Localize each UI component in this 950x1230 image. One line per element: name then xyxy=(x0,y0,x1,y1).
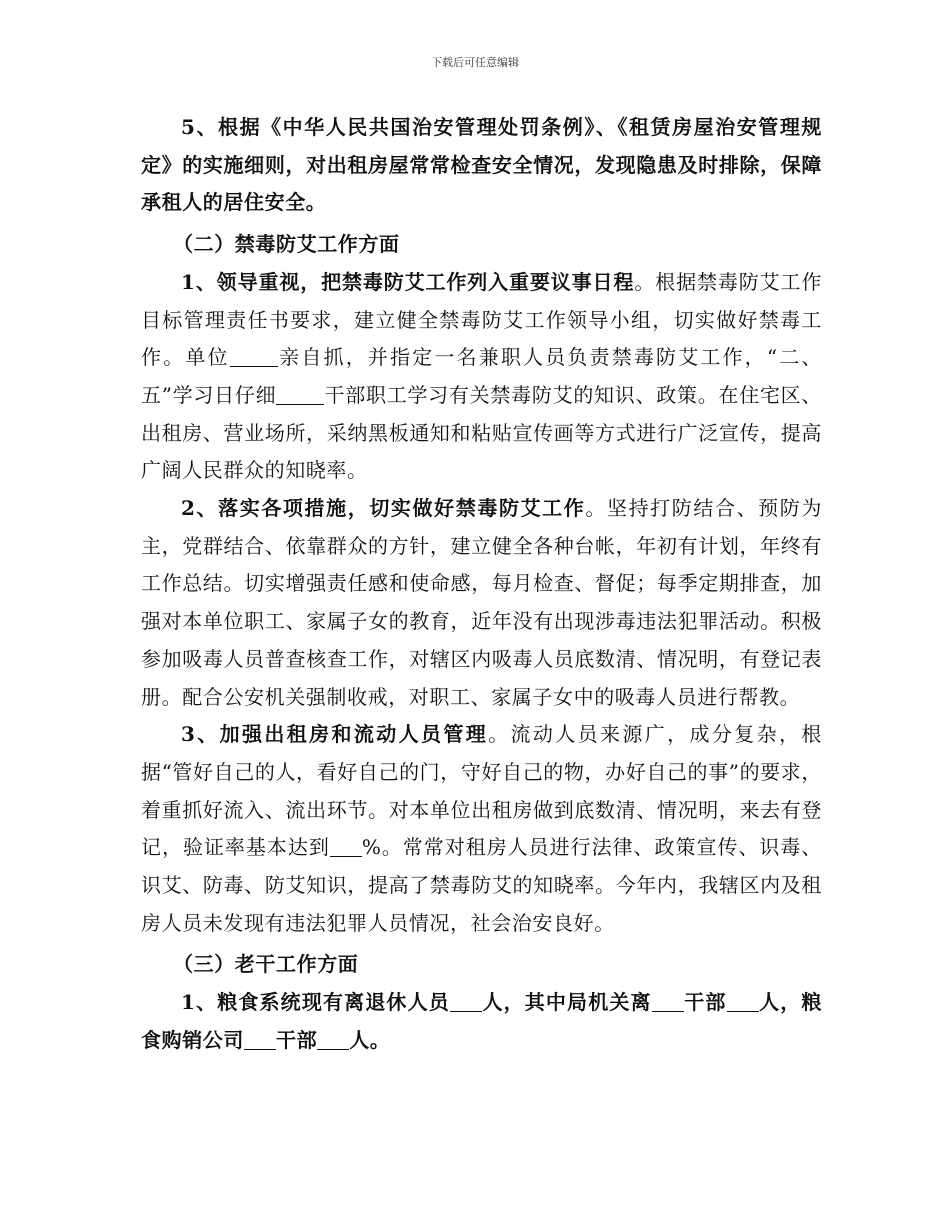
paragraph-rental-management xyxy=(141,716,822,942)
paragraph-item-5: 5、根据《中华人民共国治安管理处罚条例》、《租赁房屋治安管理规定》的实施细则，对出租房屋常常检查安全情况，发现隐患及时排除，保障承租人的居住安全。 xyxy=(141,115,822,215)
blank-field xyxy=(244,1029,276,1050)
blank-field xyxy=(230,346,278,367)
paragraph-text: 干部 xyxy=(276,1027,318,1052)
paragraph-text: 。坚持打防结合、预防为主，党群结合、依靠群众的方针，建立健全各种台帐，年初有计划，年终有工作总结。切实增强责任感和使命感，每月检查、督促；每季定期排查，加强对本单位职工、家属子女的教育，近年没有出现涉毒违法犯罪活动。积极参加吸毒人员普查核查工作，对辖区内吸毒人员底数清、情况明，有登记表册。配合公安机关强制收戒，对职工、家属子女中的吸毒人员进行帮教。 xyxy=(141,496,822,709)
paragraph-text: 干部职工学习有关禁毒防艾的知识、政策。在住宅区、出租房、营业场所，采纳黑板通知和粘贴宣传画等方式进行广泛宣传，提高广阔人民群众的知晓率。 xyxy=(141,382,822,483)
paragraph-lead: 1、领导重视，把禁毒防艾工作列入重要议事日程 xyxy=(181,269,635,294)
blank-field xyxy=(276,384,324,405)
paragraph-lead: 2、落实各项措施，切实做好禁毒防艾工作 xyxy=(181,496,586,521)
paragraph-leadership xyxy=(141,264,822,490)
blank-field xyxy=(652,991,684,1012)
paragraph-text: 亲自抓，并指定一名兼职人员负责禁毒防艾工作，“二、五”学习日仔细 xyxy=(141,345,822,407)
paragraph-text: 。流动人员来源广，成分复杂，根据“管好自己的人，看好自己的门，守好自己的物，办好自己的事”的要求，着重抓好流入、流出环节。对本单位出租房做到底数清、情况明，来去有登记，验证率基本达到 xyxy=(141,722,822,860)
paragraph-lead: 3、加强出租房和流动人员管理 xyxy=(181,722,489,747)
paragraph-text: 干部 xyxy=(683,990,727,1015)
paragraph-text: 人。 xyxy=(349,1027,391,1052)
blank-field xyxy=(330,836,362,857)
blank-field xyxy=(317,1029,349,1050)
blank-field xyxy=(727,991,759,1012)
blank-field xyxy=(450,991,482,1012)
paragraph-text: %。常常对租房人员进行法律、政策宣传、识毒、识艾、防毒、防艾知识，提高了禁毒防艾的知晓率。今年内，我辖区内及租房人员未发现有违法犯罪人员情况，社会治安良好。 xyxy=(141,835,822,935)
document-body xyxy=(141,109,822,1060)
paragraph-measures xyxy=(141,490,822,716)
section-heading-2: （二）禁毒防艾工作方面 xyxy=(173,232,400,257)
paragraph-text: 人，其中局机关离 xyxy=(481,990,652,1015)
paragraph-text: 1、粮食系统现有离退休人员 xyxy=(181,990,450,1015)
section-heading-3: （三）老干工作方面 xyxy=(173,952,359,977)
page-header: 下载后可任意编辑 xyxy=(431,56,519,69)
paragraph-text: 人，粮食购销公司 xyxy=(141,990,822,1052)
paragraph-retirees xyxy=(141,984,822,1059)
paragraph-text: 。根据禁毒防艾工作目标管理责任书要求，建立健全禁毒防艾工作领导小组，切实做好禁毒工作。单位 xyxy=(141,269,822,370)
